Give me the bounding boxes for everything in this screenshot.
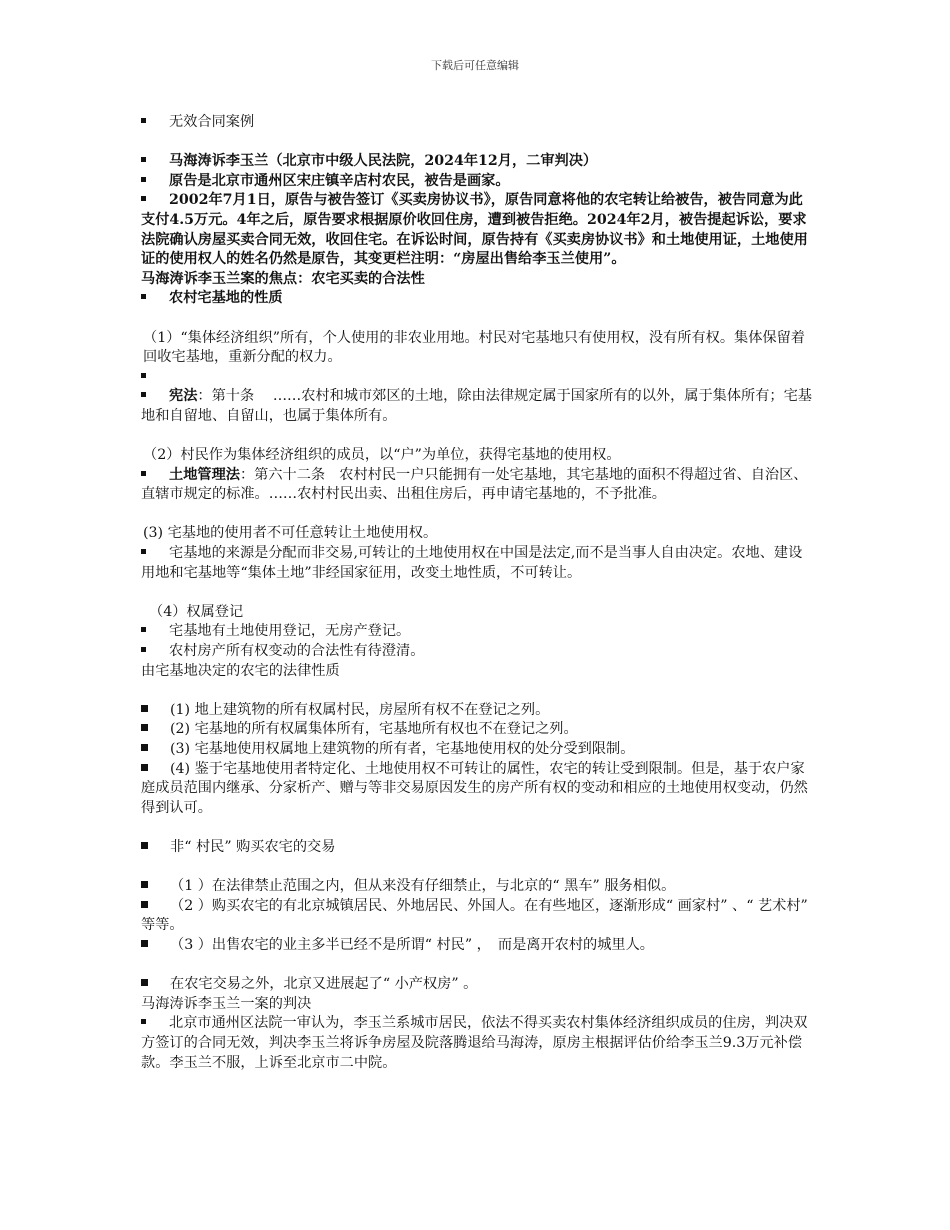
bullet-small-property-housing xyxy=(141,975,816,995)
bullet-land-use-registration xyxy=(141,622,816,642)
spacer xyxy=(141,583,816,603)
page-header: 下载后可任意编辑 xyxy=(431,59,519,72)
point-3-no-transfer: (3) 宅基地的使用者不可任意转让土地使用权。 xyxy=(143,525,438,542)
case-focus-heading: 马海涛诉李玉兰案的焦点：农宅买卖的合法性 xyxy=(141,270,425,287)
bullet-case-facts xyxy=(141,191,816,269)
text: 农村宅基地的性质 xyxy=(169,290,283,307)
spacer xyxy=(141,133,816,153)
text: 北京市通州区法院一审认为，李玉兰系城市居民，依法不得买卖农村集体经济组织成员的住房，判决双方签订的合同无效，判决李玉兰将诉争房屋及院落腾退给马海涛，原房主根据评估价给李玉兰9.3万元补偿款。李玉兰不服，上诉至北京市二中院。 xyxy=(141,1015,808,1071)
judgment-heading: 马海涛诉李玉兰一案的判决 xyxy=(141,995,312,1012)
land-law-label: 土地管理法 xyxy=(169,466,240,483)
bullet-judgment xyxy=(141,1014,816,1073)
text: 原告是北京市通州区宋庄镇辛店村农民，被告是画家。 xyxy=(169,172,510,189)
bullet-land-admin-law xyxy=(141,466,816,505)
point-4-registration: （4）权属登记 xyxy=(149,603,244,620)
text: 农村房产所有权变动的合法性有待澄清。 xyxy=(169,643,425,660)
bullet-nature-3 xyxy=(141,740,816,760)
text: 在农宅交易之外，北京又进展起了“ 小产权房” 。 xyxy=(170,976,478,993)
spacer xyxy=(141,858,816,878)
bullet-nature-4 xyxy=(141,760,816,819)
bullet-nature-2 xyxy=(141,720,816,740)
text: (1) 地上建筑物的所有权属村民，房屋所有权不在登记之列。 xyxy=(170,701,550,718)
text: （3 ）出售农宅的业主多半已经不是所谓“ 村民” ， 而是离开农村的城里人。 xyxy=(170,936,654,953)
spacer xyxy=(141,505,816,525)
bullet-case-title xyxy=(141,152,816,172)
legal-nature-heading: 由宅基地决定的农宅的法律性质 xyxy=(141,662,340,679)
bullet-ownership-legality xyxy=(141,642,816,662)
text: 马海涛诉李玉兰（北京市中级人民法院，2024年12月，二审判决） xyxy=(169,153,598,170)
spacer xyxy=(141,427,816,447)
bullet-homestead-source xyxy=(141,544,816,583)
text: 宅基地有土地使用登记，无房产登记。 xyxy=(169,623,411,640)
text: (2) 宅基地的所有权属集体所有，宅基地所有权也不在登记之列。 xyxy=(170,721,578,738)
bullet-non-villager-transactions xyxy=(141,838,816,858)
spacer xyxy=(141,818,816,838)
bullet-transaction-3 xyxy=(141,936,816,956)
text: （2 ）购买农宅的有北京城镇居民、外地居民、外国人。在有些地区，逐渐形成“ 画家村” 、“ 艺术村” 等等。 xyxy=(141,897,808,934)
constitution-text: ：第十条 ……农村和城市郊区的土地，除由法律规定属于国家所有的以外，属于集体所有；宅基地和自留地、自留山，也属于集体所有。 xyxy=(141,388,812,424)
bullet-homestead-nature xyxy=(141,289,816,309)
document-body xyxy=(141,113,816,1073)
text: (4) 鉴于宅基地使用者特定化、土地使用权不可转让的属性，农宅的转让受到限制。但是，基于农户家庭成员范围内继承、分家析产、赠与等非交易原因发生的房产所有权的变动和相应的土地使用权变动，仍然得到认可。 xyxy=(141,760,808,816)
constitution-label: 宪法 xyxy=(169,388,198,405)
spacer xyxy=(141,956,816,976)
bullet-nature-1 xyxy=(141,701,816,721)
point-2-household-right: （2）村民作为集体经济组织的成员，以“户”为单位，获得宅基地的使用权。 xyxy=(143,447,621,464)
point-1-collective-ownership: （1）“集体经济组织”所有，个人使用的非农业用地。村民对宅基地只有使用权，没有所有权。集体保留着回收宅基地，重新分配的权力。 xyxy=(143,329,805,366)
spacer xyxy=(141,681,816,701)
bullet-invalid-contract-cases xyxy=(141,113,816,133)
land-law-text: ：第六十二条 农村村民一户只能拥有一处宅基地，其宅基地的面积不得超过省、自治区、直辖市规定的标准。……农村村民出卖、出租住房后，再申请宅基地的，不予批准。 xyxy=(141,466,808,503)
text: 宅基地的来源是分配而非交易,可转让的土地使用权在中国是法定,而不是当事人自由决定。农地、建设用地和宅基地等“集体土地”非经国家征用，改变土地性质，不可转让。 xyxy=(141,545,803,581)
text: 非“ 村民” 购买农宅的交易 xyxy=(170,838,336,855)
text: 无效合同案例 xyxy=(169,114,255,130)
spacer xyxy=(141,309,816,329)
bullet-constitution xyxy=(141,387,816,426)
bullet-transaction-1 xyxy=(141,877,816,897)
text: （1 ）在法律禁止范围之内，但从来没有仔细禁止，与北京的“ 黑车” 服务相似。 xyxy=(170,878,676,895)
bullet-empty xyxy=(141,368,816,388)
text: (3) 宅基地使用权属地上建筑物的所有者，宅基地使用权的处分受到限制。 xyxy=(170,741,635,757)
bullet-parties xyxy=(141,172,816,192)
bullet-transaction-2 xyxy=(141,897,816,936)
text: 2002年7月1日，原告与被告签订《买卖房协议书》，原告同意将他的农宅转让给被告，被告同意为此支付4.5万元。4年之后，原告要求根据原价收回住房，遭到被告拒绝。2024年2月，被告提起诉讼，要求法院确认房屋买卖合同无效，收回住宅。在诉讼时间，原告持有《买卖房协议书》和土地使用证，土地使用证的使用权人的姓名仍然是原告，其变更栏注明：“房屋出售给李玉兰使用”。 xyxy=(141,192,808,268)
